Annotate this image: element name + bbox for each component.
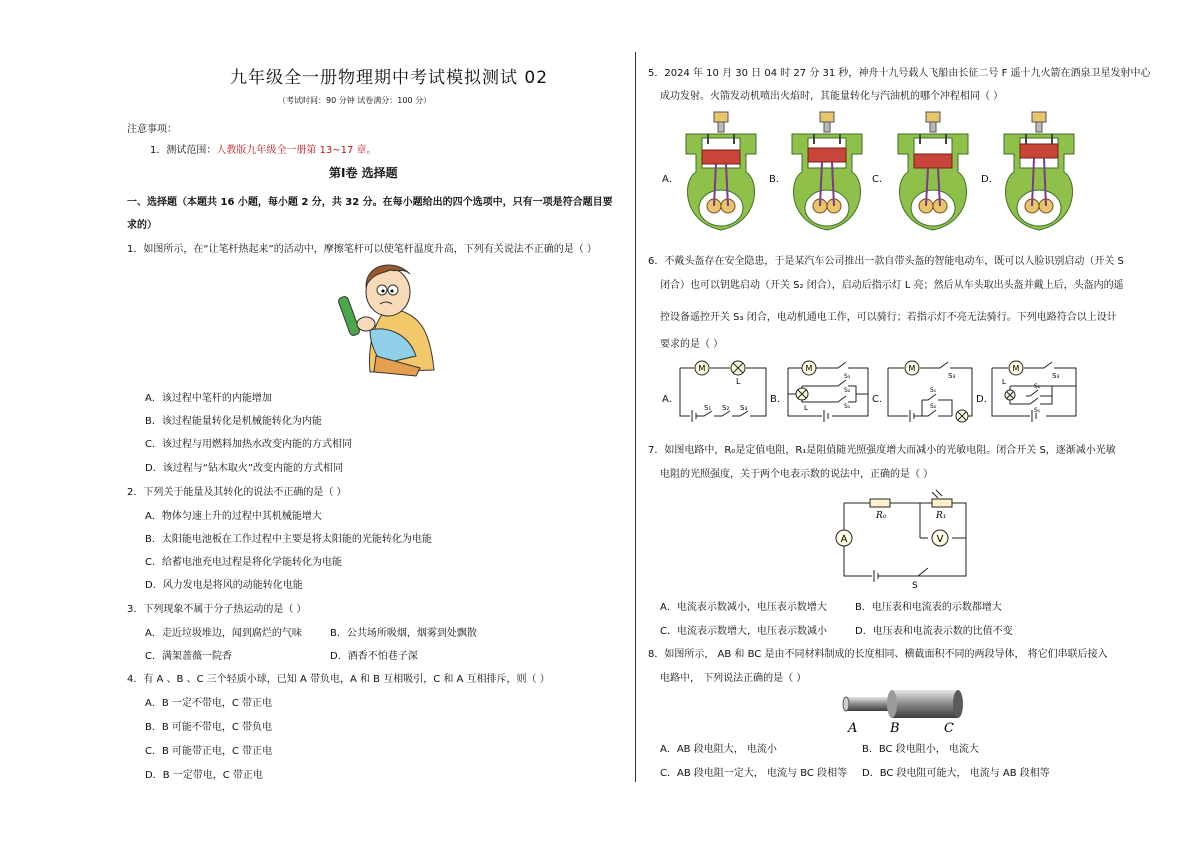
- q7-voltmeter-label: V: [936, 534, 944, 545]
- circuit-b-motor-label: M: [805, 364, 813, 373]
- q7-option-a: A．电流表示数减小，电压表示数增大: [660, 602, 827, 613]
- q5-option-c-label: C．: [872, 174, 889, 185]
- q6-stem-line2: 闭合）也可以钥匙启动（开关 S₂ 闭合），启动后指示灯 L 亮；然后从车头取出头盔并戴上后，头盔内的遥: [660, 280, 1124, 291]
- q4-option-c: C．B 可能带正电，C 带正电: [145, 746, 273, 757]
- q8-option-a: A．AB 段电阻大， 电流小: [660, 744, 777, 755]
- point-b-label: B: [890, 721, 900, 736]
- circuit-a-motor-label: M: [698, 364, 706, 373]
- q7-r0-label: R₀: [876, 511, 887, 521]
- column-divider: [635, 52, 636, 782]
- q6-stem-line3: 控设备遥控开关 S₃ 闭合，电动机通电工作，可以骑行；若指示灯不亮无法骑行。下列电路符合以上设计: [660, 312, 1117, 323]
- q3-option-a: A．走近垃圾堆边，闻到腐烂的气味: [145, 628, 302, 639]
- engine-stroke-a: [680, 110, 762, 235]
- circuit-c: [886, 358, 976, 426]
- notice-item-1: [150, 141, 377, 156]
- section-instruction-2: 求的）: [127, 220, 157, 231]
- q8-stem-line2: 电路中， 下列说法正确的是（ ）: [660, 673, 807, 684]
- engine-stroke-d: [998, 110, 1080, 235]
- circuit-d-motor-label: M: [1012, 364, 1020, 373]
- conductor-illustration: [838, 686, 978, 736]
- circuit-b-s2-label: S₂: [844, 387, 851, 394]
- q2-option-c: C．给蓄电池充电过程是将化学能转化为电能: [145, 557, 342, 568]
- page-title: 九年级全一册物理期中考试模拟测试 02: [230, 68, 549, 88]
- engine-stroke-c: [892, 110, 974, 235]
- q2-option-b: B．太阳能电池板在工作过程中主要是将太阳能的光能转化为电能: [145, 534, 432, 545]
- q4-stem: 4．有 A 、B 、C 三个轻质小球，已知 A 带负电，A 和 B 互相吸引，C 和 A 互相排斥，则（ ）: [127, 674, 550, 685]
- q7-r1-label: R₁: [936, 511, 947, 521]
- q1-option-a: A．该过程中笔杆的内能增加: [145, 393, 272, 404]
- test-scope: 人教版九年级全一册第 13~17 章。: [216, 145, 377, 156]
- circuit-a-lamp-label: L: [736, 377, 741, 386]
- q7-ammeter-label: A: [840, 534, 848, 545]
- circuit-d-s2-label: S₂: [1034, 383, 1041, 390]
- engine-stroke-b: [786, 110, 868, 235]
- notice-heading: 注意事项：: [127, 124, 177, 135]
- q2-stem: 2．下列关于能量及其转化的说法不正确的是（ ）: [127, 487, 347, 498]
- q1-option-d: D．该过程与“钻木取火”改变内能的方式相同: [145, 463, 344, 474]
- exam-info: （考试时间：90 分钟 试卷满分：100 分）: [278, 96, 432, 105]
- circuit-a-s1-label: S₁: [704, 404, 712, 412]
- q6-option-b-label: B．: [770, 394, 787, 405]
- circuit-d-s1-label: S₁: [1034, 407, 1041, 414]
- circuit-c-s3-label: S₃: [948, 372, 956, 380]
- q1-stem: 1．如图所示，在“让笔杆热起来”的活动中，摩擦笔杆可以使笔杆温度升高，下列有关说法不正确的是（ ）: [127, 244, 597, 255]
- q6-stem-line1: 6．不戴头盔存在安全隐患，于是某汽车公司推出一款自带头盔的智能电动车，既可以人脸识别启动（开关 S: [648, 256, 1124, 267]
- q7-option-d: D．电压表和电流表示数的比值不变: [855, 626, 1013, 637]
- circuit-a-s3-label: S₃: [740, 404, 748, 412]
- circuit-b: [786, 358, 870, 426]
- q7-stem-line2: 电阻的光照强度，关于两个电表示数的说法中，正确的是（ ）: [660, 469, 934, 480]
- q3-option-b: B．公共场所吸烟，烟雾到处飘散: [330, 628, 477, 639]
- q3-stem: 3．下列现象不属于分子热运动的是（ ）: [127, 604, 307, 615]
- q7-stem-line1: 7．如图电路中，R₀是定值电阻，R₁是阻值随光照强度增大而减小的光敏电阻。闭合开关 S，逐渐减小光敏: [648, 445, 1116, 456]
- circuit-d-s3-label: S₃: [1052, 372, 1060, 380]
- circuit-b-s1-label: S₁: [844, 403, 851, 410]
- q8-option-c: C．AB 段电阻一定大， 电流与 BC 段相等: [660, 768, 848, 779]
- q7-option-b: B．电压表和电流表的示数都增大: [855, 602, 1002, 613]
- q6-option-d-label: D．: [976, 394, 994, 405]
- circuit-c-motor-label: M: [908, 364, 916, 373]
- circuit-a-s2-label: S₂: [722, 404, 730, 412]
- q1-option-c: C．该过程与用燃料加热水改变内能的方式相同: [145, 439, 352, 450]
- boy-with-pen-illustration: [330, 260, 440, 378]
- q8-option-d: D．BC 段电阻可能大， 电流与 AB 段相等: [862, 768, 1050, 779]
- circuit-c-s2-label: S₂: [930, 403, 937, 410]
- q6-option-a-label: A．: [662, 394, 679, 405]
- q5-option-a-label: A．: [662, 174, 679, 185]
- circuit-a: [678, 358, 770, 426]
- point-c-label: C: [944, 721, 954, 736]
- circuit-c-s1-label: S₁: [930, 387, 937, 394]
- q2-option-d: D．风力发电是将风的动能转化电能: [145, 580, 303, 591]
- q8-stem-line1: 8．如图所示， AB 和 BC 是由不同材料制成的长度相同、横截面积不同的两段导体， 将它们串联后接入: [648, 649, 1108, 660]
- q7-switch-label: S: [912, 581, 918, 591]
- notice-item-prefix: 1．测试范围：: [150, 145, 217, 156]
- q5-stem-line2: 成功发射。火箭发动机喷出火焰时，其能量转化与汽油机的哪个冲程相同（ ）: [660, 91, 1004, 102]
- circuit-d: [990, 358, 1080, 426]
- q1-option-b: B．该过程能量转化是机械能转化为内能: [145, 416, 322, 427]
- circuit-d-lamp-label: L: [1002, 378, 1006, 386]
- q4-option-a: A．B 一定不带电，C 带正电: [145, 698, 273, 709]
- q7-circuit: [832, 488, 972, 591]
- q5-option-d-label: D．: [981, 174, 999, 185]
- section-instruction-1: 一、选择题（本题共 16 小题，每小题 2 分，共 32 分。在每小题给出的四个选项中，只有一项是符合题目要: [127, 197, 613, 208]
- circuit-b-lamp-label: L: [804, 404, 808, 412]
- q4-option-d: D．B 一定带电，C 带正电: [145, 770, 263, 781]
- circuit-b-s3-label: S₃: [844, 373, 851, 380]
- q2-option-a: A．物体匀速上升的过程中其机械能增大: [145, 511, 322, 522]
- q4-option-b: B．B 可能不带电，C 带负电: [145, 722, 273, 733]
- q7-option-c: C．电流表示数增大，电压表示数减小: [660, 626, 827, 637]
- q8-option-b: B．BC 段电阻小， 电流大: [862, 744, 979, 755]
- q6-stem-line4: 要求的是（ ）: [660, 339, 724, 350]
- q5-option-b-label: B．: [769, 174, 786, 185]
- q3-option-c: C．满架蔷薇一院香: [145, 651, 232, 662]
- q3-option-d: D．酒香不怕巷子深: [330, 651, 418, 662]
- q5-stem-line1: 5．2024 年 10 月 30 日 04 时 27 分 31 秒，神舟十九号载人飞船由长征二号 F 遥十九火箭在酒泉卫星发射中心: [648, 68, 1151, 79]
- point-a-label: A: [848, 721, 858, 736]
- q6-option-c-label: C．: [872, 394, 889, 405]
- volume-heading: 第Ⅰ卷 选择题: [329, 166, 398, 180]
